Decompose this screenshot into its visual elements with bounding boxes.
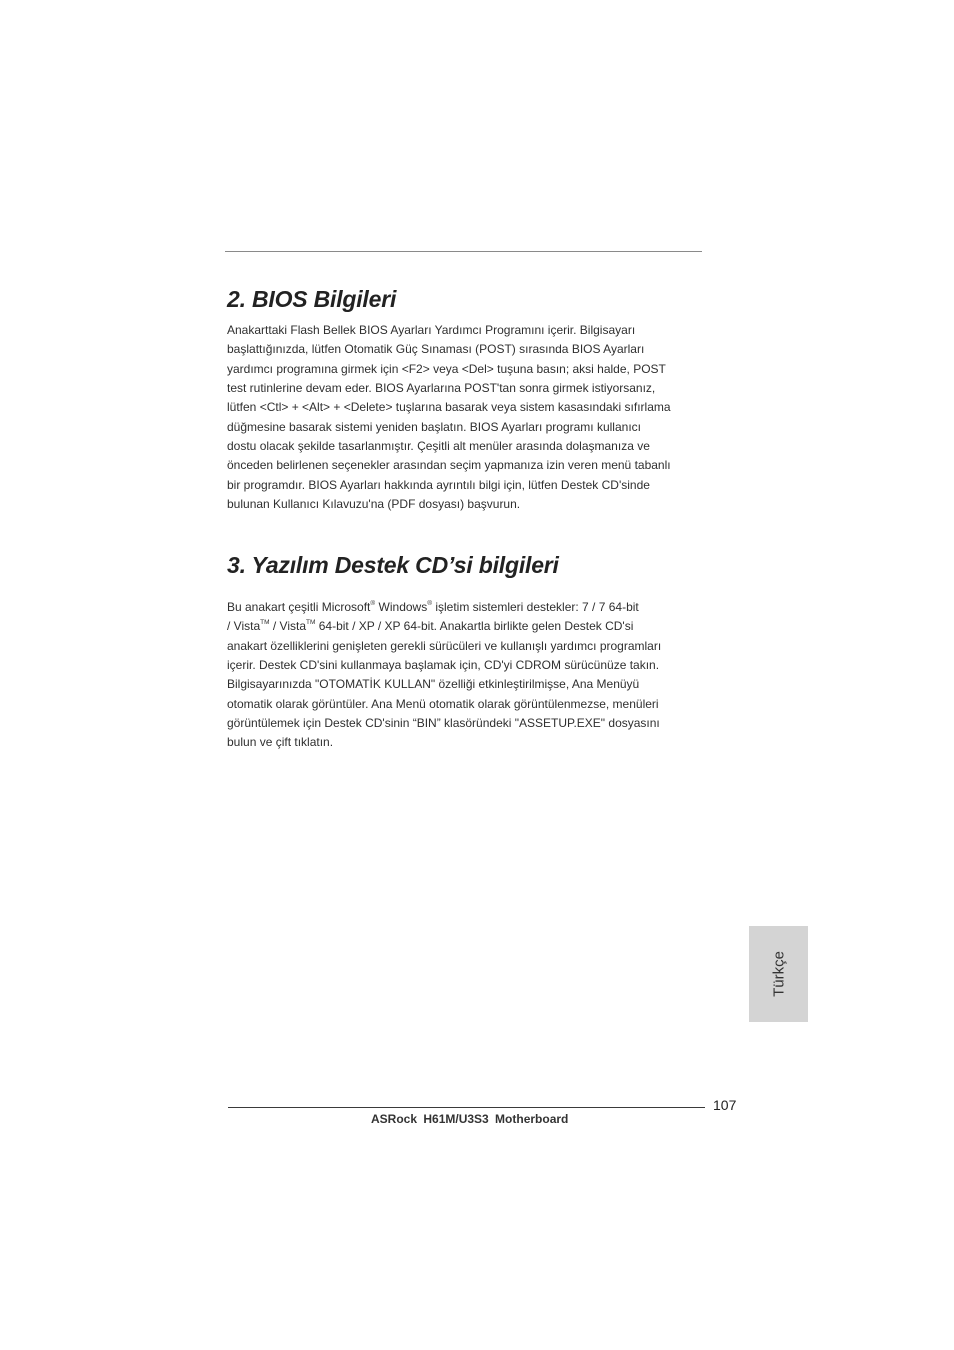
paragraph-line: Bilgisayarınızda "OTOMATİK KULLAN" özelliği etkinleştirilmişse, Ana Menüyü (227, 677, 640, 692)
paragraph-line: otomatik olarak görüntüler. Ana Menü otomatik olarak görüntülenmezse, menüleri (227, 696, 659, 711)
paragraph-line: başlattığınızda, lütfen Otomatik Güç Sınaması (POST) sırasında BIOS Ayarları (227, 342, 645, 357)
paragraph-line: lütfen <Ctl> + <Alt> + <Delete> tuşlarına basarak veya sistem kasasındaki sıfırlama (227, 400, 671, 415)
registered-mark: ® (370, 600, 376, 607)
paragraph-line (227, 598, 707, 617)
paragraph-line: bir programdır. BIOS Ayarları hakkında ayrıntılı bilgi için, lütfen Destek CD'sinde (227, 477, 650, 492)
text-fragment: Bu anakart çeşitli Microsoft (227, 600, 371, 614)
trademark-mark: TM (260, 619, 270, 627)
bios-section-heading: 2. BIOS Bilgileri (227, 286, 397, 312)
paragraph-line: görüntülemek için Destek CD'sinin “BIN” klasöründeki "ASSETUP.EXE" dosyasını (227, 716, 660, 731)
paragraph-line: bulun ve çift tıklatın. (227, 735, 334, 750)
footer-divider (228, 1107, 705, 1108)
language-tab (749, 926, 808, 1022)
text-fragment: Windows (375, 600, 428, 614)
paragraph-line: bulunan Kullanıcı Kılavuzu'na (PDF dosyası) başvurun. (227, 497, 521, 512)
language-tab-label: Türkçe (770, 951, 787, 997)
cd-section-paragraph (227, 598, 707, 753)
paragraph-line: düğmesine basarak sistemi yeniden başlatın. BIOS Ayarları programı kullanıcı (227, 419, 641, 434)
text-fragment: işletim sistemleri destekler: 7 / 7 64-bit (432, 600, 639, 614)
paragraph-line: Anakarttaki Flash Bellek BIOS Ayarları Yardımcı Programını içerir. Bilgisayarı (227, 323, 636, 337)
registered-mark: ® (427, 600, 432, 607)
text-fragment: / Vista (227, 619, 261, 634)
top-divider (225, 251, 702, 252)
cd-section-heading: 3. Yazılım Destek CD’si bilgileri (227, 552, 559, 578)
paragraph-line: yardımcı programına girmek için <F2> veya <Del> tuşuna basın; aksi halde, POST (227, 361, 666, 376)
paragraph-line: önceden belirlenen seçenekler arasından seçim yapmanıza izin veren menü tabanlı (227, 458, 671, 473)
paragraph-line: dostu olacak şekilde tasarlanmıştır. Çeşitli alt menüler arasında dolaşmanıza ve (227, 439, 650, 454)
bios-section-paragraph (227, 321, 707, 514)
paragraph-line: anakart özelliklerini genişleten gerekli sürücüleri ve kullanışlı yardımcı programları (227, 638, 662, 653)
footer-title: ASRock H61M/U3S3 Motherboard (371, 1112, 569, 1126)
text-fragment: / Vista (269, 619, 306, 634)
page-number: 107 (713, 1097, 737, 1113)
trademark-mark: TM (306, 619, 316, 627)
text-fragment: 64-bit / XP / XP 64-bit. Anakartla birlikte gelen Destek CD'si (315, 619, 634, 634)
paragraph-line: içerir. Destek CD'sini kullanmaya başlamak için, CD'yi CDROM sürücünüze takın. (227, 658, 660, 673)
paragraph-line (227, 617, 707, 636)
paragraph-line: test rutinlerine devam eder. BIOS Ayarlarına POST'tan sonra girmek istiyorsanız, (227, 381, 656, 396)
